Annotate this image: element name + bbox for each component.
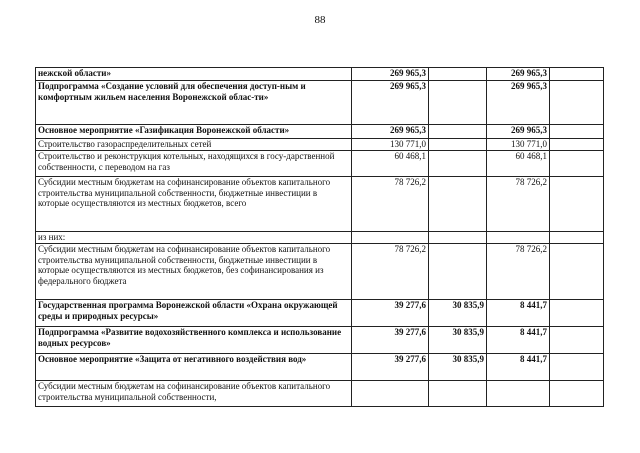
amount-other [550,232,604,244]
page-number: 88 [314,14,326,26]
amount-total: 269 965,3 [352,68,429,81]
row-name: Основное мероприятие «Газификация Воронежской области» [36,125,352,139]
amount-federal [429,381,487,407]
table-row [36,68,604,81]
amount-federal: 30 835,9 [429,327,487,354]
row-name: Строительство газораспределительных сетей [36,139,352,151]
amount-federal: 30 835,9 [429,354,487,381]
amount-other [550,151,604,177]
table-row [36,177,604,232]
amount-total: 39 277,6 [352,354,429,381]
row-name: Подпрограмма «Создание условий для обеспечения доступ-ным и комфортным жильем населения Воронежской облас-ти» [36,81,352,125]
amount-regional: 60 468,1 [487,151,550,177]
row-name: Государственная программа Воронежской области «Охрана окружающей среды и природных ресурсы» [36,300,352,327]
amount-regional: 269 965,3 [487,125,550,139]
table-row [36,354,604,381]
amount-other [550,381,604,407]
row-name: Строительство и реконструкция котельных, находящихся в госу-дарственной собственности, с переводом на газ [36,151,352,177]
amount-other [550,125,604,139]
amount-total: 60 468,1 [352,151,429,177]
amount-total: 78 726,2 [352,244,429,300]
row-name: Подпрограмма «Развитие водохозяйственного комплекса и использование водных ресурсов» [36,327,352,354]
row-name: Субсидии местным бюджетам на софинансирование объектов капитального строительства муниципальной собственности, бюджетные инвестиции в которые осуществляются из местных бюджетов, всего [36,177,352,232]
table-row [36,232,604,244]
amount-regional: 8 441,7 [487,327,550,354]
amount-total: 78 726,2 [352,177,429,232]
table-row [36,244,604,300]
table-row [36,151,604,177]
amount-federal [429,68,487,81]
amount-total: 39 277,6 [352,300,429,327]
amount-federal [429,232,487,244]
amount-total: 269 965,3 [352,125,429,139]
row-name: нежской области» [36,68,352,81]
amount-regional: 8 441,7 [487,354,550,381]
amount-other [550,244,604,300]
amount-total: 269 965,3 [352,81,429,125]
table-row [36,139,604,151]
amount-regional: 78 726,2 [487,177,550,232]
amount-federal [429,139,487,151]
amount-other [550,81,604,125]
amount-federal [429,177,487,232]
row-name: Субсидии местным бюджетам на софинансирование объектов капитального строительства муниципальной собственности, [36,381,352,407]
amount-federal [429,81,487,125]
amount-other [550,139,604,151]
amount-total: 130 771,0 [352,139,429,151]
amount-regional [487,232,550,244]
amount-total [352,232,429,244]
table-row [36,81,604,125]
amount-other [550,327,604,354]
amount-other [550,177,604,232]
amount-federal [429,244,487,300]
amount-regional [487,381,550,407]
table-row [36,300,604,327]
amount-total: 39 277,6 [352,327,429,354]
amount-total [352,381,429,407]
amount-regional: 269 965,3 [487,81,550,125]
amount-other [550,300,604,327]
row-name: Субсидии местным бюджетам на софинансирование объектов капитального строительства муниципальной собственности, бюджетные инвестиции в которые осуществляются из местных бюджетов, без софинансирования из федерального бюджета [36,244,352,300]
row-name: из них: [36,232,352,244]
row-name: Основное мероприятие «Защита от негативного воздействия вод» [36,354,352,381]
table-row [36,381,604,407]
amount-federal [429,125,487,139]
amount-regional: 130 771,0 [487,139,550,151]
amount-regional: 78 726,2 [487,244,550,300]
amount-other [550,68,604,81]
amount-other [550,354,604,381]
amount-federal: 30 835,9 [429,300,487,327]
amount-regional: 8 441,7 [487,300,550,327]
budget-table [35,67,604,407]
table-row [36,327,604,354]
amount-federal [429,151,487,177]
table-row [36,125,604,139]
amount-regional: 269 965,3 [487,68,550,81]
